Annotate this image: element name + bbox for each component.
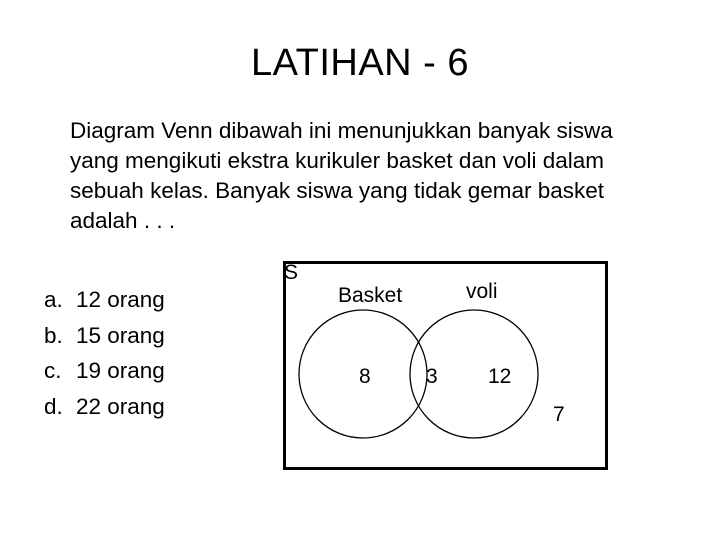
option-b-letter: b. [44,322,63,348]
option-c-text: 19 orang [76,358,165,383]
option-a-letter: a. [44,287,63,312]
voli-label: voli [466,280,498,303]
intersection-value: 3 [426,365,438,388]
universe-rectangle [285,263,607,469]
slide-title: LATIHAN - 6 [250,42,470,84]
option-b-text: 15 orang [76,322,165,348]
option-a-text: 12 orang [76,287,165,312]
question-text: Diagram Venn dibawah ini menunjukkan banyak siswa yang mengikuti ekstra kurikuler basket dan voli dalam sebuah kelas. Banyak siswa yang tidak gemar basket adalah . . . [70,118,613,233]
option-c-letter: c. [44,358,62,383]
basket-label: Basket [338,284,403,307]
universe-label: S [284,261,299,284]
voli-only-value: 12 [488,365,512,388]
option-d-text: 22 orang [76,393,165,419]
option-d-letter: d. [44,393,63,419]
outside-value: 7 [553,403,565,426]
basket-only-value: 8 [359,365,371,388]
